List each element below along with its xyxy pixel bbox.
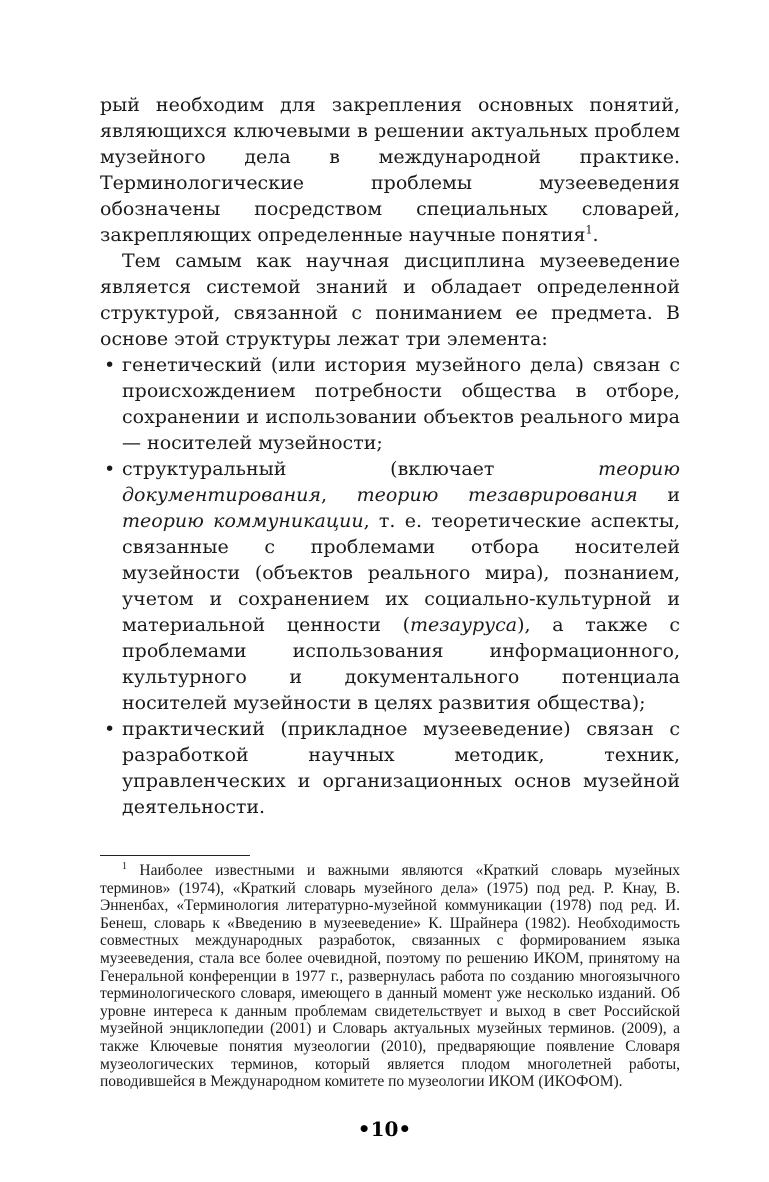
- footnote-divider: [100, 855, 250, 856]
- footnote: $^1$ Наиболее известными и важными являются «Краткий словарь музейных терминов» (1974), «Краткий словарь музейного дела» (1975) под ред. Р. Кнау, В. Энненбах, «Терминология литературно-музейной коммуникации (1978) под ред. И. Бенеш, словарь к «Введению в музееведение» К. Шрайнера (1982). Необходимость совместных международных разработок, связанных с формированием языка музееведения, стала все более очевидной, поэтому по решению ИКОМ, принятому на Генеральной конференции в 1977 г., развернулась работа по созданию многоязычного терминологического словаря, имеющего в данный момент уже несколько изданий. Об уровне интереса к данным проблемам свидетельствует и выход в свет Российской музейной энциклопедии (2001) и Словарь актуальных музейных терминов. (2009), а также Ключевые понятия музеологии (2010), предваряющие появление Словаря музеологических терминов, который является плодом многолетней работы, поводившейся в Международном комитете по музеологии ИКОМ (ИКОФОМ).: [100, 860, 681, 1091]
- list-item-practical: • практический (прикладное музееведение) связан с разработкой научных методик, техник, управленческих и организационных основ музейной деятельности.: [104, 718, 680, 818]
- list-item-structural: • структуральный (включает теорию документирования, теорию тезаврирования и теорию коммуникации, т. е. теоретические аспекты, связанные с проблемами отбора носителей музейности (объектов реального мира), познанием, учетом и сохранением их социально-культурной и материальной ценности (тезауруса), а также с проблемами использования информационного, культурного и документального потенциала носителей музейности в целях развития общества);: [104, 458, 681, 714]
- bullet-icon: •: [104, 718, 116, 740]
- page-number: •10•: [357, 1117, 412, 1141]
- footnote-number: 1: [122, 860, 127, 872]
- paragraph-1: рый необходим для закрепления основных понятий, являющихся ключевыми в решении актуальных проблем музейного дела в международной практике. Терминологические проблемы музееведения обозначены посредством специальных словарей, закрепляющих определенные научные понятия$^1$.: [100, 94, 680, 246]
- main-text: [100, 92, 680, 820]
- element-list: [100, 352, 680, 820]
- bullet-icon: •: [104, 458, 116, 480]
- footnote-ref-1: 1: [585, 223, 593, 237]
- paragraph-2: Тем самым как научная дисциплина музееведение является системой знаний и обладает определенной структурой, связанной с пониманием ее предмета. В основе этой структуры лежат три элемента:: [100, 250, 680, 350]
- bullet-icon: •: [104, 354, 116, 376]
- page-content: [100, 92, 680, 1091]
- list-item-genetic: • генетический (или история музейного дела) связан с происхождением потребности общества в отборе, сохранении и использовании объектов реального мира — носителей музейности;: [104, 354, 680, 454]
